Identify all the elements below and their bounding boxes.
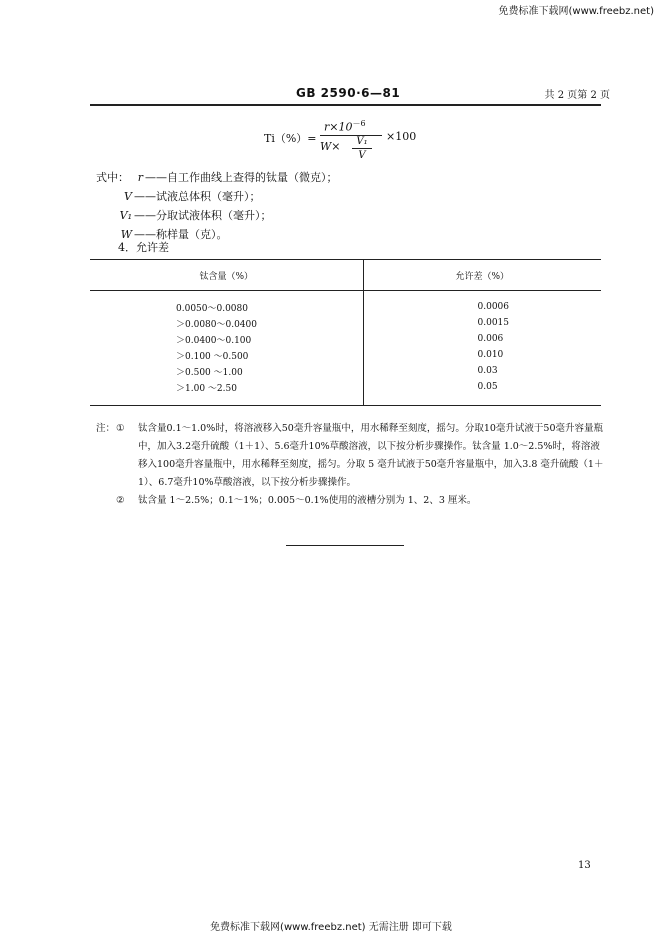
end-rule [286, 545, 404, 546]
definitions-lead: 式中： [96, 171, 129, 184]
page-info: 共 2 页第 2 页 [544, 90, 610, 101]
formula-denominator: W× [320, 140, 341, 153]
range-cell: ＞0.0080～0.0400 [90, 315, 363, 331]
formula-lhs: Ti（%）= [264, 132, 317, 145]
table-row [90, 363, 601, 379]
table-row [90, 291, 601, 316]
tolerance-cell: 0.03 [477, 366, 498, 376]
header-titanium-content: 钛含量（%） [90, 260, 363, 291]
formula-numerator: $r\times 10^{-6}$ [324, 119, 366, 134]
def-symbol: V₁ [119, 209, 132, 222]
sub-fraction-bar [352, 148, 372, 149]
table-row [90, 379, 601, 406]
formula-tail: ×100 [386, 130, 417, 143]
def-text: ——称样量（克）。 [134, 228, 228, 241]
sub-fraction-denominator: V [358, 150, 366, 161]
range-cell: ＞1.00 ～2.50 [90, 379, 363, 406]
tolerance-cell: 0.0015 [477, 318, 509, 328]
note-number: ① [116, 423, 125, 434]
notes [96, 420, 606, 510]
def-text: ——自工作曲线上查得的钛量（微克）； [145, 171, 338, 184]
range-cell: 0.0050～0.0080 [90, 291, 363, 316]
range-cell: ＞0.100 ～0.500 [90, 347, 363, 363]
def-symbol: V [124, 190, 132, 203]
formula-exponent: －6 [352, 119, 366, 128]
standard-number: GB 2590·6—81 [296, 86, 401, 100]
variable-definitions [96, 168, 338, 244]
def-symbol: W [120, 228, 132, 241]
table-row [90, 347, 601, 363]
section-title: 4．允许差 [118, 241, 169, 254]
fraction-bar [320, 135, 382, 136]
sub-fraction-numerator: V₁ [356, 136, 368, 147]
header-rule [90, 104, 601, 106]
site-banner-top: 免费标准下载网(www.freebz.net) [498, 6, 654, 17]
page-number: 13 [578, 860, 591, 871]
table-row [90, 331, 601, 347]
note-number: ② [116, 495, 125, 506]
header-tolerance: 允许差（%） [363, 260, 601, 291]
notes-label-spacer [96, 492, 116, 510]
tolerance-cell: 0.010 [477, 350, 504, 360]
range-cell: ＞0.500 ～1.00 [90, 363, 363, 379]
tolerance-table [90, 259, 601, 406]
note-text: 钛含量 1～2.5%；0.1～1%；0.005～0.1%使用的液槽分别为 1、2、3 厘米。 [138, 495, 477, 506]
range-cell: ＞0.0400～0.100 [90, 331, 363, 347]
def-text: ——试液总体积（毫升）； [134, 190, 261, 203]
note-text: 钛含量0.1～1.0%时，将溶液移入50毫升容量瓶中，用水稀释至刻度，摇匀。分取10毫升试液于50毫升容量瓶中，加入3.2毫升硫酸（1＋1）、5.6毫升10%草酸溶液，以下按分析步骤操作。钛含量 1.0～2.5%时，将溶液移入100毫升容量瓶中，用水稀释至刻度，摇匀。分取 5 毫升试液于50毫升容量瓶中，加入3.8 毫升硫酸（1＋1）、6.7毫升10%草酸溶液，以下按分析步骤操作。 [138, 423, 604, 488]
titanium-formula [264, 118, 454, 168]
def-text: ——分取试液体积（毫升）； [134, 209, 272, 222]
site-banner-bottom: 免费标准下载网(www.freebz.net) 无需注册 即可下载 [210, 922, 452, 933]
sub-fraction [352, 136, 372, 161]
def-symbol: r [137, 171, 143, 184]
tolerance-cell: 0.0006 [477, 302, 509, 312]
table-header-row [90, 260, 601, 291]
tolerance-cell: 0.05 [363, 379, 601, 406]
notes-label: 注： [96, 423, 116, 434]
tolerance-cell: 0.006 [477, 334, 504, 344]
table-row [90, 315, 601, 331]
